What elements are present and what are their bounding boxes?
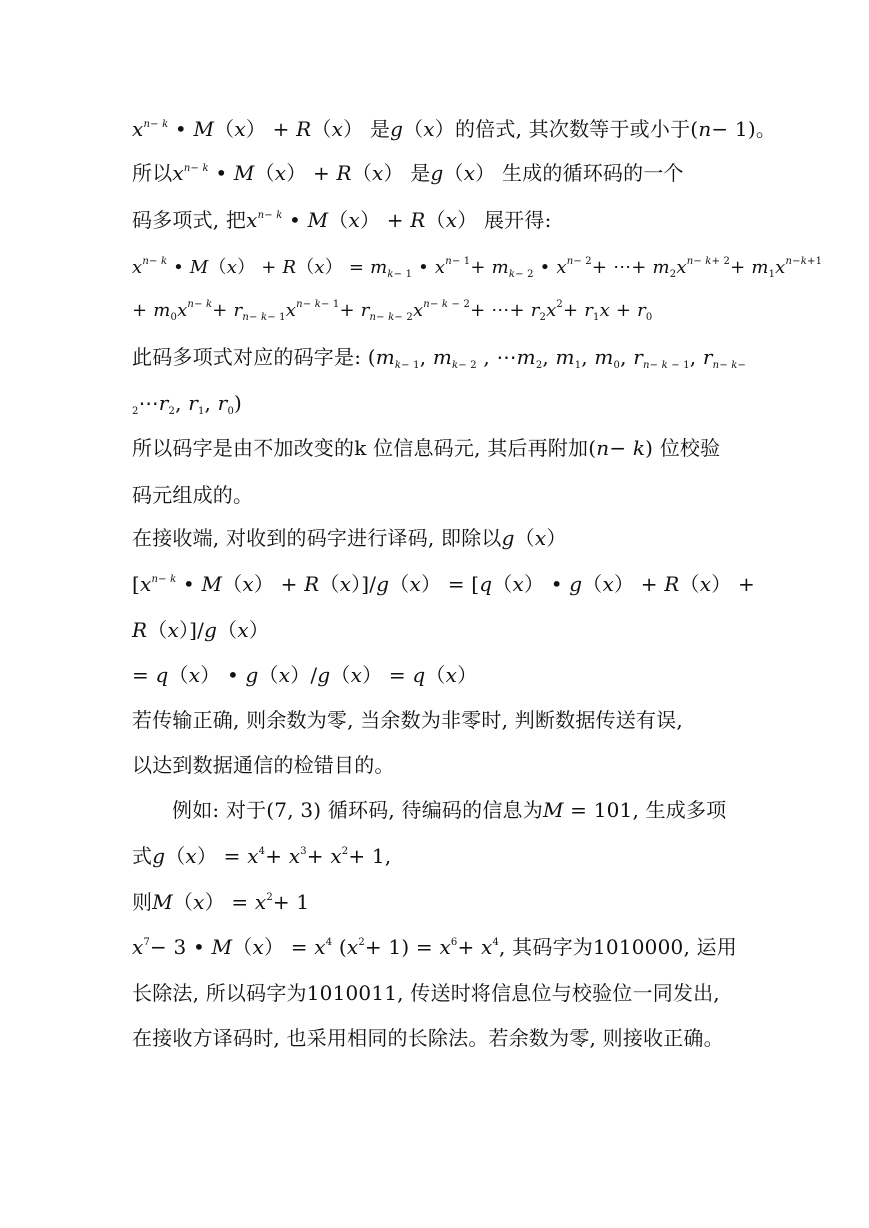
text-run: 是: [410, 161, 431, 185]
text-run: 的倍式, 其次数等于或小于: [454, 117, 691, 141]
text-run: 在接收端, 对收到的码字进行译码, 即除以: [132, 526, 502, 550]
text-line-3: 码多项式, 把$x^{n- k}$ • M（x） + R（x） 展开得:: [132, 208, 552, 232]
text-run: 若传输正确, 则余数为零, 当余数为非零时, 判断数据传送有误,: [132, 708, 683, 732]
text-run: 例如: 对于(7, 3) 循环码, 待编码的信息为: [172, 798, 543, 822]
text-run: 在接收方译码时, 也采用相同的长除法。若余数为零, 则接收正确。: [132, 1026, 724, 1050]
text-line-10: [132, 752, 395, 778]
text-run: 所以码字是由不加改变的k 位信息码元, 其后再附加: [132, 436, 589, 460]
text-run: 以达到数据通信的检错目的。: [132, 753, 395, 777]
text-run: 则: [132, 890, 153, 914]
formula-line-2: + $m_0x^{n- k}+ r_{n- k- 1}x^{n- k- 1}+ r_{n- k- 2}x^{n- k - 2}+$ ⋯+ $r_2x^2+ r_1x + r_0$: [132, 299, 653, 323]
text-line-15: [132, 980, 720, 1006]
text-line-12: 式$g(x) = x^4+ x^3+ x^2+ 1$,: [132, 844, 392, 868]
formula-line-4: R（x）]/g（x）: [132, 618, 270, 642]
text-line-9: [132, 707, 683, 733]
text-line-6: 所以码字是由不加改变的k 位信息码元, 其后再附加(n− k) 位校验: [132, 436, 721, 460]
text-line-8: 在接收端, 对收到的码字进行译码, 即除以g（x）: [132, 526, 567, 550]
text-run: 是: [369, 117, 391, 141]
formula-line-3: [$x^{n- k}$ • M（x） + R（x）]/g（x） = [q（x） • g（x） + R（x） +: [132, 572, 755, 596]
text-run: 码元组成的。: [132, 483, 254, 507]
text-run: 长除法, 所以码字为1010011, 传送时将信息位与校验位一同发出,: [132, 981, 720, 1005]
text-line-7: [132, 482, 253, 508]
text-run: 码多项式, 把: [132, 208, 247, 232]
text-line-4: 此码多项式对应的码字是: ($m_{k- 1}$, $m_{k- 2}$ , $\cdots m_2$, $m_1$, $m_0$, $r_{n- k - 1}$, $r_{n- k-}$: [132, 345, 747, 371]
text-run: 生成的循环码的一个: [501, 161, 684, 185]
text-line-5: $_2\cdots r_2$, $r_1$, $r_0$): [132, 391, 243, 417]
text-run: 位校验: [659, 436, 721, 460]
text-run: 展开得:: [483, 208, 552, 232]
text-run: 此码多项式对应的码字是:: [132, 345, 368, 369]
text-line-13: 则$M(x) = x^2+ 1$: [132, 890, 310, 914]
text-run: 其码字为1010000, 运用: [512, 935, 737, 959]
text-run: 所以: [132, 161, 173, 185]
text-run: 101, 生成多项: [593, 798, 727, 822]
text-line-11: 例如: 对于(7, 3) 循环码, 待编码的信息为M = 101, 生成多项: [172, 798, 727, 822]
formula-line-5: = q（x） • g（x）/g（x） = q（x）: [132, 663, 478, 687]
text-line-1: $x^{n- k}$ • M（x） + R（x） 是g（x）的倍式, 其次数等于或小于(n− 1)。: [132, 117, 777, 141]
text-run: 式: [132, 844, 153, 868]
text-line-16: [132, 1025, 724, 1051]
formula-line-1: $x^{n- k}$ • $M(x) + R(x) = m_{k- 1}$ • $x^{n- 1}+ m_{k- 2}$ • $x^{n- 2}+$ ⋯+ $m_2x^{n- k+ 2}+ m_1x^{n-k+1}$: [132, 256, 823, 280]
text-line-14: $x^7- 3$ • $M(x) = x^4$ $(x^2+ 1) = x^6+ x^4$, 其码字为1010000, 运用: [132, 935, 737, 959]
text-line-2: 所以$x^{n- k}$ • M（x） + R（x） 是g（x） 生成的循环码的一个: [132, 161, 684, 185]
